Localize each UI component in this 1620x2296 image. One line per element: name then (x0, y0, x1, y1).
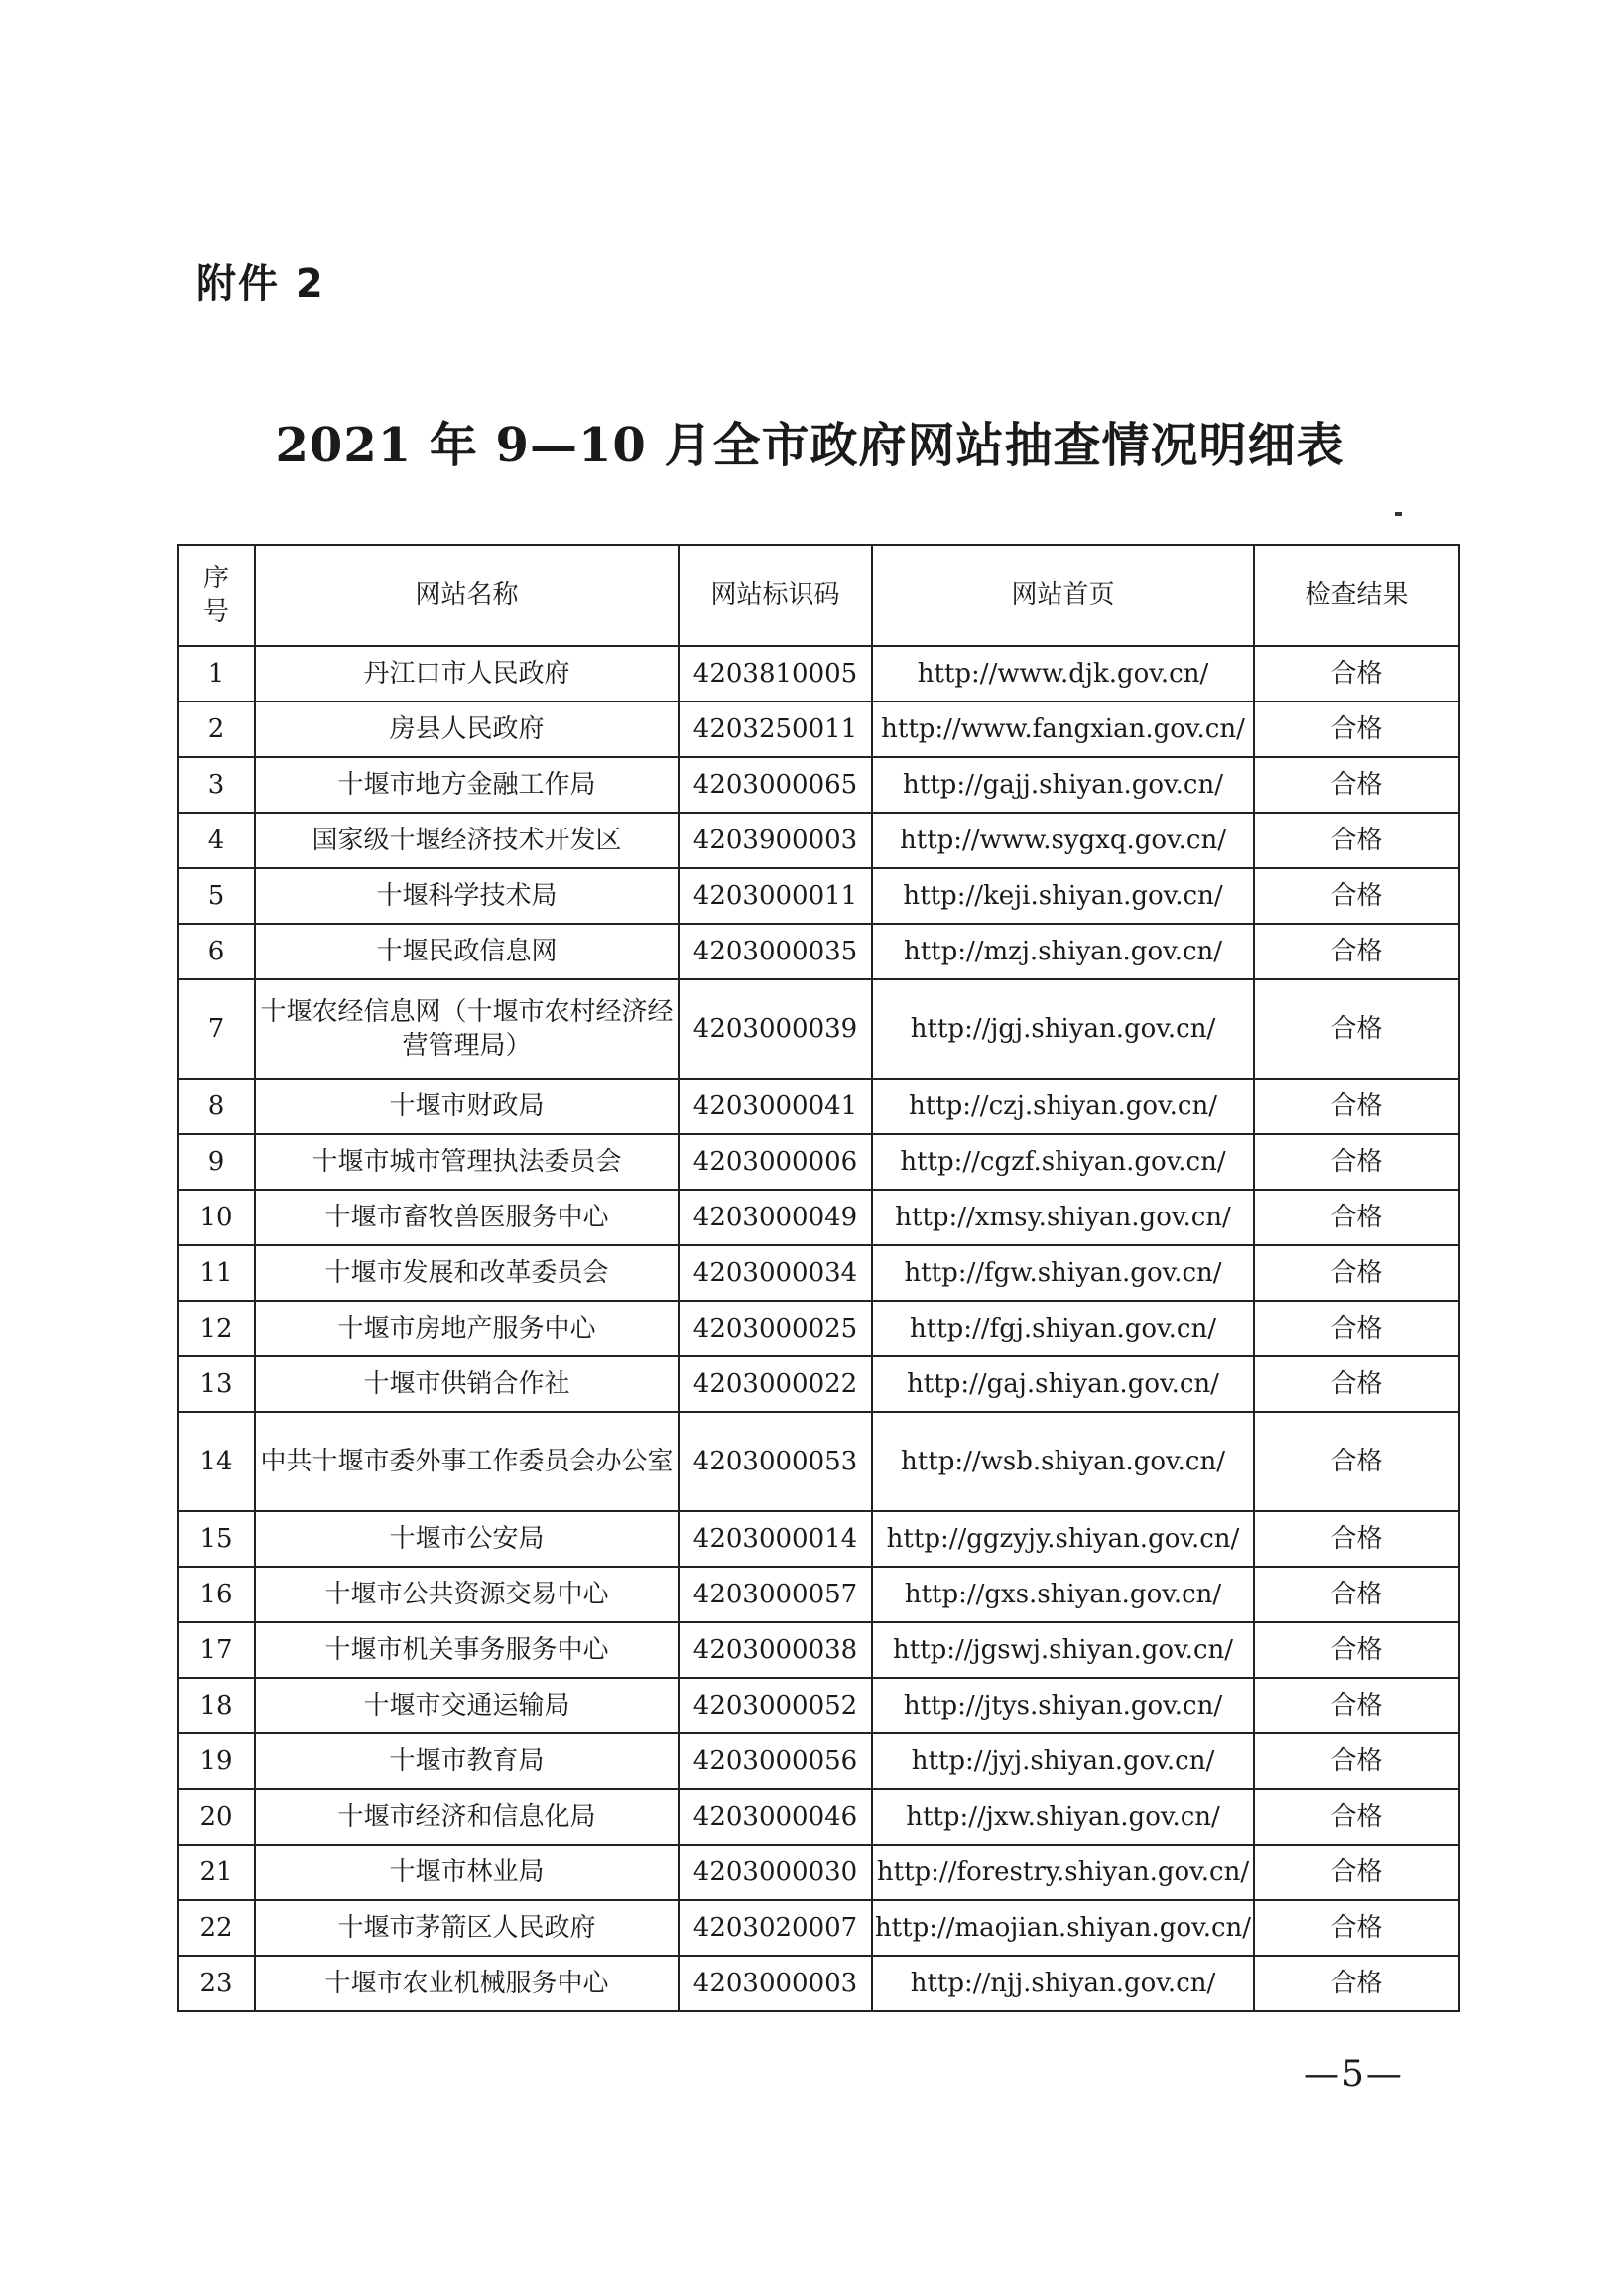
cell-seq: 20 (178, 1789, 255, 1845)
table-row (178, 1134, 1459, 1190)
cell-site-name: 十堰市财政局 (255, 1079, 679, 1134)
table-header-row (178, 545, 1459, 646)
cell-homepage-url: http://gxs.shiyan.gov.cn/ (872, 1567, 1254, 1622)
table-row (178, 646, 1459, 702)
table-row (178, 1956, 1459, 2011)
table-row (178, 1412, 1459, 1511)
cell-site-name: 十堰市林业局 (255, 1845, 679, 1900)
cell-site-code: 4203000056 (679, 1733, 872, 1789)
cell-site-name: 十堰市农业机械服务中心 (255, 1956, 679, 2011)
cell-site-code: 4203000039 (679, 979, 872, 1079)
cell-site-name: 十堰市发展和改革委员会 (255, 1245, 679, 1301)
cell-site-name: 房县人民政府 (255, 702, 679, 757)
cell-result: 合格 (1254, 1190, 1459, 1245)
cell-seq: 19 (178, 1733, 255, 1789)
column-header-name: 网站名称 (255, 545, 679, 646)
cell-result: 合格 (1254, 1845, 1459, 1900)
cell-result: 合格 (1254, 1079, 1459, 1134)
cell-site-code: 4203900003 (679, 813, 872, 868)
table-row (178, 1900, 1459, 1956)
cell-seq: 1 (178, 646, 255, 702)
cell-seq: 4 (178, 813, 255, 868)
cell-site-code: 4203000053 (679, 1412, 872, 1511)
cell-homepage-url: http://gajj.shiyan.gov.cn/ (872, 757, 1254, 813)
cell-seq: 11 (178, 1245, 255, 1301)
table-row (178, 868, 1459, 924)
cell-site-name: 十堰市畜牧兽医服务中心 (255, 1190, 679, 1245)
cell-site-name: 十堰市茅箭区人民政府 (255, 1900, 679, 1956)
cell-seq: 18 (178, 1678, 255, 1733)
cell-site-code: 4203250011 (679, 702, 872, 757)
cell-site-name: 十堰市机关事务服务中心 (255, 1622, 679, 1678)
cell-result: 合格 (1254, 702, 1459, 757)
cell-site-name: 十堰民政信息网 (255, 924, 679, 979)
cell-site-name: 丹江口市人民政府 (255, 646, 679, 702)
cell-site-code: 4203000022 (679, 1356, 872, 1412)
table-row (178, 813, 1459, 868)
cell-homepage-url: http://jtys.shiyan.gov.cn/ (872, 1678, 1254, 1733)
cell-seq: 5 (178, 868, 255, 924)
cell-site-code: 4203000003 (679, 1956, 872, 2011)
cell-homepage-url: http://www.fangxian.gov.cn/ (872, 702, 1254, 757)
cell-result: 合格 (1254, 646, 1459, 702)
table-row (178, 1079, 1459, 1134)
cell-homepage-url: http://fgj.shiyan.gov.cn/ (872, 1301, 1254, 1356)
table-row (178, 1511, 1459, 1567)
cell-site-name: 十堰市交通运输局 (255, 1678, 679, 1733)
cell-result: 合格 (1254, 1678, 1459, 1733)
cell-homepage-url: http://www.djk.gov.cn/ (872, 646, 1254, 702)
cell-homepage-url: http://fgw.shiyan.gov.cn/ (872, 1245, 1254, 1301)
cell-site-code: 4203000041 (679, 1079, 872, 1134)
table-row (178, 924, 1459, 979)
column-header-result: 检查结果 (1254, 545, 1459, 646)
cell-seq: 10 (178, 1190, 255, 1245)
cell-homepage-url: http://ggzyjy.shiyan.gov.cn/ (872, 1511, 1254, 1567)
column-header-homepage: 网站首页 (872, 545, 1254, 646)
cell-site-code: 4203000011 (679, 868, 872, 924)
cell-site-code: 4203000034 (679, 1245, 872, 1301)
column-header-code: 网站标识码 (679, 545, 872, 646)
cell-site-name: 十堰市公共资源交易中心 (255, 1567, 679, 1622)
cell-seq: 7 (178, 979, 255, 1079)
table-row (178, 1733, 1459, 1789)
cell-homepage-url: http://keji.shiyan.gov.cn/ (872, 868, 1254, 924)
cell-result: 合格 (1254, 868, 1459, 924)
cell-result: 合格 (1254, 1956, 1459, 2011)
cell-result: 合格 (1254, 1789, 1459, 1845)
cell-seq: 2 (178, 702, 255, 757)
table-row (178, 1245, 1459, 1301)
cell-result: 合格 (1254, 1733, 1459, 1789)
cell-site-name: 十堰科学技术局 (255, 868, 679, 924)
cell-site-code: 4203000049 (679, 1190, 872, 1245)
scan-mark (1395, 512, 1402, 516)
cell-seq: 8 (178, 1079, 255, 1134)
cell-seq: 9 (178, 1134, 255, 1190)
cell-site-name: 十堰市公安局 (255, 1511, 679, 1567)
table-row (178, 702, 1459, 757)
table-row (178, 1190, 1459, 1245)
cell-seq: 17 (178, 1622, 255, 1678)
table-row (178, 979, 1459, 1079)
seq-header-bottom: 号 (202, 597, 229, 627)
cell-site-name: 十堰市城市管理执法委员会 (255, 1134, 679, 1190)
cell-homepage-url: http://maojian.shiyan.gov.cn/ (872, 1900, 1254, 1956)
cell-seq: 12 (178, 1301, 255, 1356)
cell-homepage-url: http://jxw.shiyan.gov.cn/ (872, 1789, 1254, 1845)
cell-homepage-url: http://jyj.shiyan.gov.cn/ (872, 1733, 1254, 1789)
cell-result: 合格 (1254, 1134, 1459, 1190)
cell-homepage-url: http://njj.shiyan.gov.cn/ (872, 1956, 1254, 2011)
table-row (178, 1301, 1459, 1356)
cell-site-code: 4203000038 (679, 1622, 872, 1678)
cell-seq: 14 (178, 1412, 255, 1511)
cell-homepage-url: http://forestry.shiyan.gov.cn/ (872, 1845, 1254, 1900)
cell-result: 合格 (1254, 813, 1459, 868)
cell-result: 合格 (1254, 979, 1459, 1079)
document-title: 2021 年 9—10 月全市政府网站抽查情况明细表 (275, 418, 1345, 473)
cell-result: 合格 (1254, 924, 1459, 979)
cell-site-name: 十堰市房地产服务中心 (255, 1301, 679, 1356)
cell-site-code: 4203000065 (679, 757, 872, 813)
table-row (178, 1356, 1459, 1412)
cell-site-name: 中共十堰市委外事工作委员会办公室 (255, 1412, 679, 1511)
cell-seq: 15 (178, 1511, 255, 1567)
table-row (178, 1622, 1459, 1678)
cell-seq: 22 (178, 1900, 255, 1956)
cell-seq: 13 (178, 1356, 255, 1412)
cell-homepage-url: http://www.sygxq.gov.cn/ (872, 813, 1254, 868)
cell-homepage-url: http://cgzf.shiyan.gov.cn/ (872, 1134, 1254, 1190)
cell-site-code: 4203810005 (679, 646, 872, 702)
cell-homepage-url: http://xmsy.shiyan.gov.cn/ (872, 1190, 1254, 1245)
cell-site-code: 4203000030 (679, 1845, 872, 1900)
table-row (178, 1678, 1459, 1733)
cell-result: 合格 (1254, 1622, 1459, 1678)
table-row (178, 1845, 1459, 1900)
cell-site-code: 4203020007 (679, 1900, 872, 1956)
table-row (178, 1789, 1459, 1845)
cell-result: 合格 (1254, 1412, 1459, 1511)
cell-site-code: 4203000052 (679, 1678, 872, 1733)
cell-homepage-url: http://gaj.shiyan.gov.cn/ (872, 1356, 1254, 1412)
cell-result: 合格 (1254, 757, 1459, 813)
cell-result: 合格 (1254, 1900, 1459, 1956)
seq-header-top: 序 (202, 564, 229, 593)
cell-site-code: 4203000025 (679, 1301, 872, 1356)
inspection-table (177, 544, 1460, 2012)
cell-homepage-url: http://jgswj.shiyan.gov.cn/ (872, 1622, 1254, 1678)
cell-seq: 3 (178, 757, 255, 813)
cell-site-code: 4203000057 (679, 1567, 872, 1622)
cell-site-name: 十堰市地方金融工作局 (255, 757, 679, 813)
column-header-seq (178, 545, 255, 646)
cell-result: 合格 (1254, 1567, 1459, 1622)
cell-result: 合格 (1254, 1356, 1459, 1412)
cell-site-code: 4203000014 (679, 1511, 872, 1567)
cell-homepage-url: http://wsb.shiyan.gov.cn/ (872, 1412, 1254, 1511)
attachment-label: 附件 2 (196, 261, 325, 307)
cell-homepage-url: http://mzj.shiyan.gov.cn/ (872, 924, 1254, 979)
cell-site-code: 4203000046 (679, 1789, 872, 1845)
cell-site-name: 十堰农经信息网（十堰市农村经济经营管理局） (255, 979, 679, 1079)
cell-site-name: 十堰市教育局 (255, 1733, 679, 1789)
cell-result: 合格 (1254, 1511, 1459, 1567)
cell-site-code: 4203000035 (679, 924, 872, 979)
cell-seq: 16 (178, 1567, 255, 1622)
cell-result: 合格 (1254, 1301, 1459, 1356)
cell-site-name: 国家级十堰经济技术开发区 (255, 813, 679, 868)
cell-site-code: 4203000006 (679, 1134, 872, 1190)
page-number: —5— (1304, 2054, 1404, 2095)
cell-site-name: 十堰市供销合作社 (255, 1356, 679, 1412)
cell-site-name: 十堰市经济和信息化局 (255, 1789, 679, 1845)
cell-result: 合格 (1254, 1245, 1459, 1301)
cell-homepage-url: http://jgj.shiyan.gov.cn/ (872, 979, 1254, 1079)
cell-seq: 23 (178, 1956, 255, 2011)
table-row (178, 1567, 1459, 1622)
table-row (178, 757, 1459, 813)
cell-homepage-url: http://czj.shiyan.gov.cn/ (872, 1079, 1254, 1134)
cell-seq: 6 (178, 924, 255, 979)
cell-seq: 21 (178, 1845, 255, 1900)
